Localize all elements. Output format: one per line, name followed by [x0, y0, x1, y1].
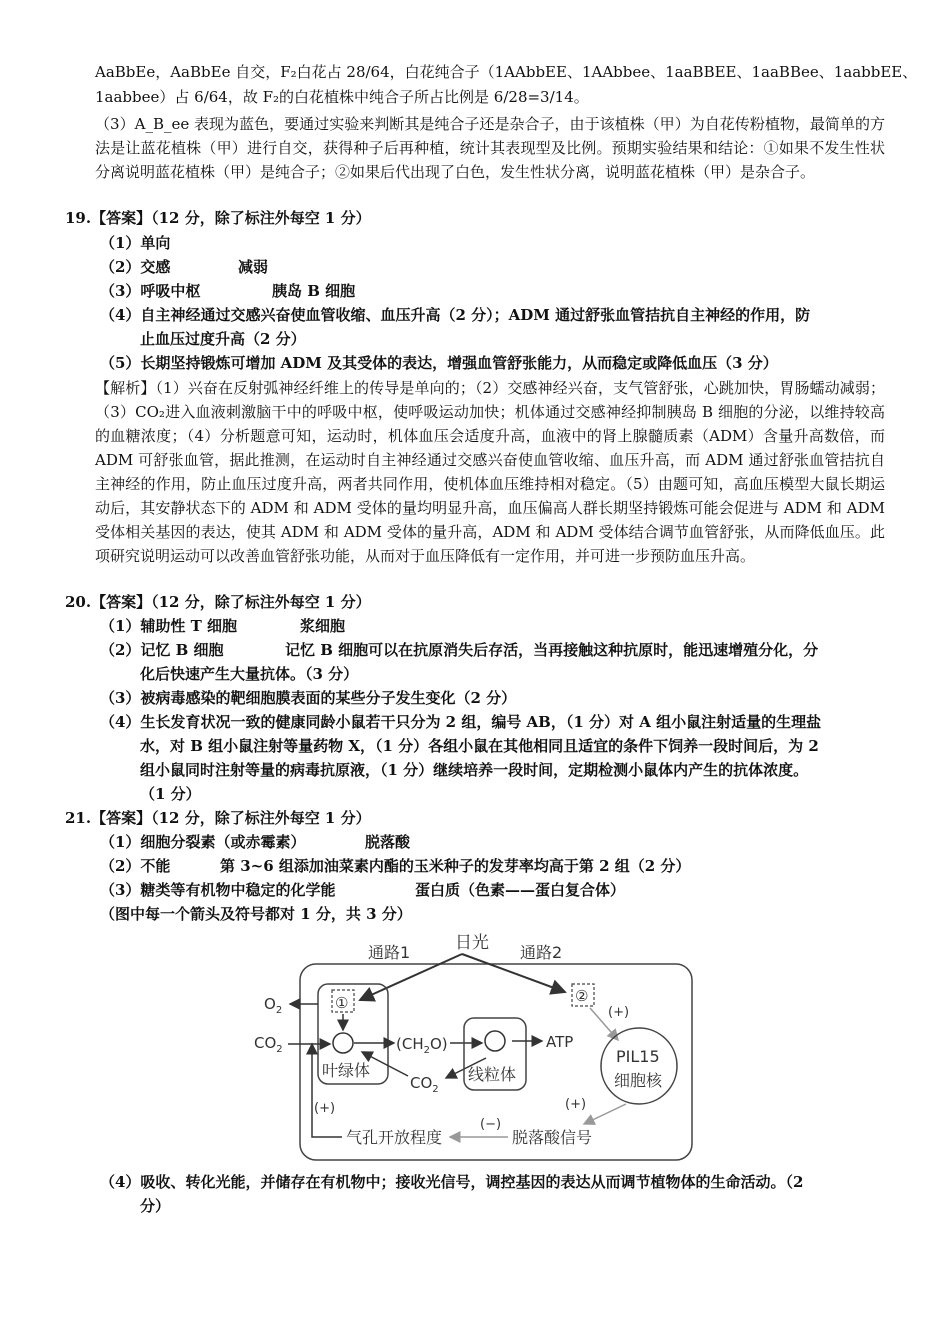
respiration-cycle-circle — [485, 1031, 505, 1051]
q19-answer-4-line-2: 止血压过度升高（2 分） — [140, 330, 306, 348]
nucleus-label: 细胞核 — [614, 1071, 663, 1090]
co2-mid-label: $CO_2$ — [410, 1074, 439, 1095]
chloroplast-label: 叶绿体 — [322, 1061, 371, 1080]
pathway-1-label: 通路1 — [368, 943, 411, 962]
q19-analysis: 【解析】（1）兴奋在反射弧神经纤维上的传导是单向的；（2）交感神经兴奋，支气管舒张，心跳加快，胃肠蠕动减弱；（3）CO₂进入血液刺激脑干中的呼吸中枢，使呼吸运动加快；机体通过交感神经抑制胰岛 B 细胞的分泌，以维持较高的血糖浓度；（4）分析题意可知，运动时，机体血压会适度升高，血液中的肾上腺髓质素（ADM）含量升高数倍，而 ADM 可舒张血管，据此推测，在运动时自主神经通过交感兴奋使血管收缩、血压升高，而 ADM 通过舒张血管拮抗自主神经的作用，防止血压过度升高，两者共同作用，使机体血压维持相对稳定。（5）由题可知，高血压模型大鼠长期运动后，其安静状态下的 ADM 和 ADM 受体的量均明显升高，血压偏高人群长期坚持锻炼可能会促进与 ADM 和 ADM 受体相关基因的表达，使其 ADM 和 ADM 受体的量升高，ADM 和 ADM 受体结合调节血管舒张，从而降低血压。此项研究说明运动可以改善血管舒张功能，从而对于血压降低有一定作用，并可进一步预防血压升高。 — [95, 379, 885, 565]
minus-label: (−) — [480, 1117, 502, 1132]
nucleus-circle — [601, 1028, 677, 1104]
q20-answer-3: （3）被病毒感染的靶细胞膜表面的某些分子发生变化（2 分） — [100, 689, 517, 707]
intro-line-2: 1aabbee）占 6/64，故 F₂的白花植株中纯合子所占比例是 6/28=3/14。 — [95, 88, 589, 106]
intro-line-1: AaBbEe，AaBbEe 自交，F₂白花占 28/64，白花纯合子（1AAbbEE、1AAbbee、1aaBBEE、1aaBBee、1aabbEE、 — [95, 63, 918, 81]
q19-answer-3a: （3）呼吸中枢 — [100, 282, 201, 300]
stomata-label: 气孔开放程度 — [346, 1128, 443, 1147]
q21-answer-3a: （3）糖类等有机物中稳定的化学能 — [100, 881, 336, 899]
q19-answer-1: （1）单向 — [100, 234, 171, 252]
aba-signal-label: 脱落酸信号 — [512, 1128, 593, 1147]
stomata-feedback-arrow — [312, 1044, 342, 1137]
q20-answer-1b: 浆细胞 — [300, 617, 346, 635]
intro-paragraph-3: （3）A_B_ee 表现为蓝色，要通过实验来判断其是纯合子还是杂合子，由于该植株（甲）为自花传粉植物，最简单的方法是让蓝花植株（甲）进行自交，获得种子后再种植，统计其表现型及比例。预期实验结果和结论：①如果不发生性状分离说明蓝花植株（甲）是纯合子；②如果后代出现了白色，发生性状分离，说明蓝花植株（甲）是杂合子。 — [95, 115, 885, 181]
o2-label: $O_2$ — [264, 995, 283, 1016]
q20-heading: 20.【答案】（12 分，除了标注外每空 1 分） — [65, 593, 371, 611]
q19-answer-3b: 胰岛 B 细胞 — [272, 282, 356, 300]
pil15-label: PIL15 — [616, 1047, 660, 1066]
q21-answer-1a: （1）细胞分裂素（或赤霉素） — [100, 833, 306, 851]
q20-answer-4-line-4: （1 分） — [140, 785, 201, 803]
atp-label: ATP — [546, 1033, 574, 1051]
photosynthesis-signaling-diagram — [250, 928, 700, 1166]
q21-answer-2a: （2）不能 — [100, 857, 171, 875]
plus-left-label: (+) — [314, 1101, 336, 1116]
q20-answer-2c: 化后快速产生大量抗体。（3 分） — [140, 665, 359, 683]
q20-answer-4-line-3: 组小鼠同时注射等量的病毒抗原液，（1 分）继续培养一段时间，定期检测小鼠体内产生的抗体浓度。 — [140, 761, 809, 779]
q19-answer-5: （5）长期坚持锻炼可增加 ADM 及其受体的表达，增强血管舒张能力，从而稳定或降低血压（3 分） — [100, 354, 778, 372]
co2-left-label: $CO_2$ — [254, 1034, 283, 1055]
calvin-cycle-circle — [333, 1033, 353, 1053]
q19-heading: 19.【答案】（12 分，除了标注外每空 1 分） — [65, 209, 371, 227]
q20-answer-2a: （2）记忆 B 细胞 — [100, 641, 224, 659]
ch2o-label: $(CH_2O)$ — [396, 1035, 448, 1056]
plus-right-label: (+) — [565, 1097, 587, 1112]
pathway-2-label: 通路2 — [520, 943, 563, 962]
q20-answer-2b: 记忆 B 细胞可以在抗原消失后存活，当再接触这种抗原时，能迅速增殖分化，分 — [285, 641, 819, 659]
q20-answer-4-line-1: （4）生长发育状况一致的健康同龄小鼠若干只分为 2 组，编号 AB，（1 分）对 A 组小鼠注射适量的生理盐 — [100, 713, 822, 731]
q21-heading: 21.【答案】（12 分，除了标注外每空 1 分） — [65, 809, 371, 827]
q21-answer-2b: 第 3~6 组添加油菜素内酯的玉米种子的发芽率均高于第 2 组（2 分） — [220, 857, 691, 875]
nucleus-to-aba-arrow — [584, 1104, 626, 1124]
box-2-label: ② — [575, 987, 589, 1005]
q20-answer-4-line-2: 水，对 B 组小鼠注射等量药物 X，（1 分）各组小鼠在其他相同且适宜的条件下饲养一段时间后，为 2 — [140, 737, 819, 755]
q19-answer-2a: （2）交感 — [100, 258, 171, 276]
q21-diagram-note: （图中每一个箭头及符号都对 1 分，共 3 分） — [100, 905, 412, 923]
q21-answer-4-line-1: （4）吸收、转化光能，并储存在有机物中；接收光信号，调控基因的表达从而调节植物体的生命活动。（2 — [100, 1173, 804, 1191]
q19-answer-4-line-1: （4）自主神经通过交感兴奋使血管收缩、血压升高（2 分）；ADM 通过舒张血管拮抗自主神经的作用，防 — [100, 306, 811, 324]
q21-answer-4-line-2: 分） — [140, 1197, 171, 1215]
sunlight-label: 日光 — [455, 933, 489, 953]
box-1-label: ① — [335, 994, 349, 1012]
plus-top-label: (+) — [608, 1005, 630, 1020]
q21-answer-3b: 蛋白质（色素——蛋白复合体） — [415, 881, 626, 899]
q20-answer-1a: （1）辅助性 T 细胞 — [100, 617, 238, 635]
mitochondrion-label: 线粒体 — [468, 1065, 517, 1084]
q21-answer-1b: 脱落酸 — [365, 833, 411, 851]
q19-answer-2b: 减弱 — [238, 258, 269, 276]
